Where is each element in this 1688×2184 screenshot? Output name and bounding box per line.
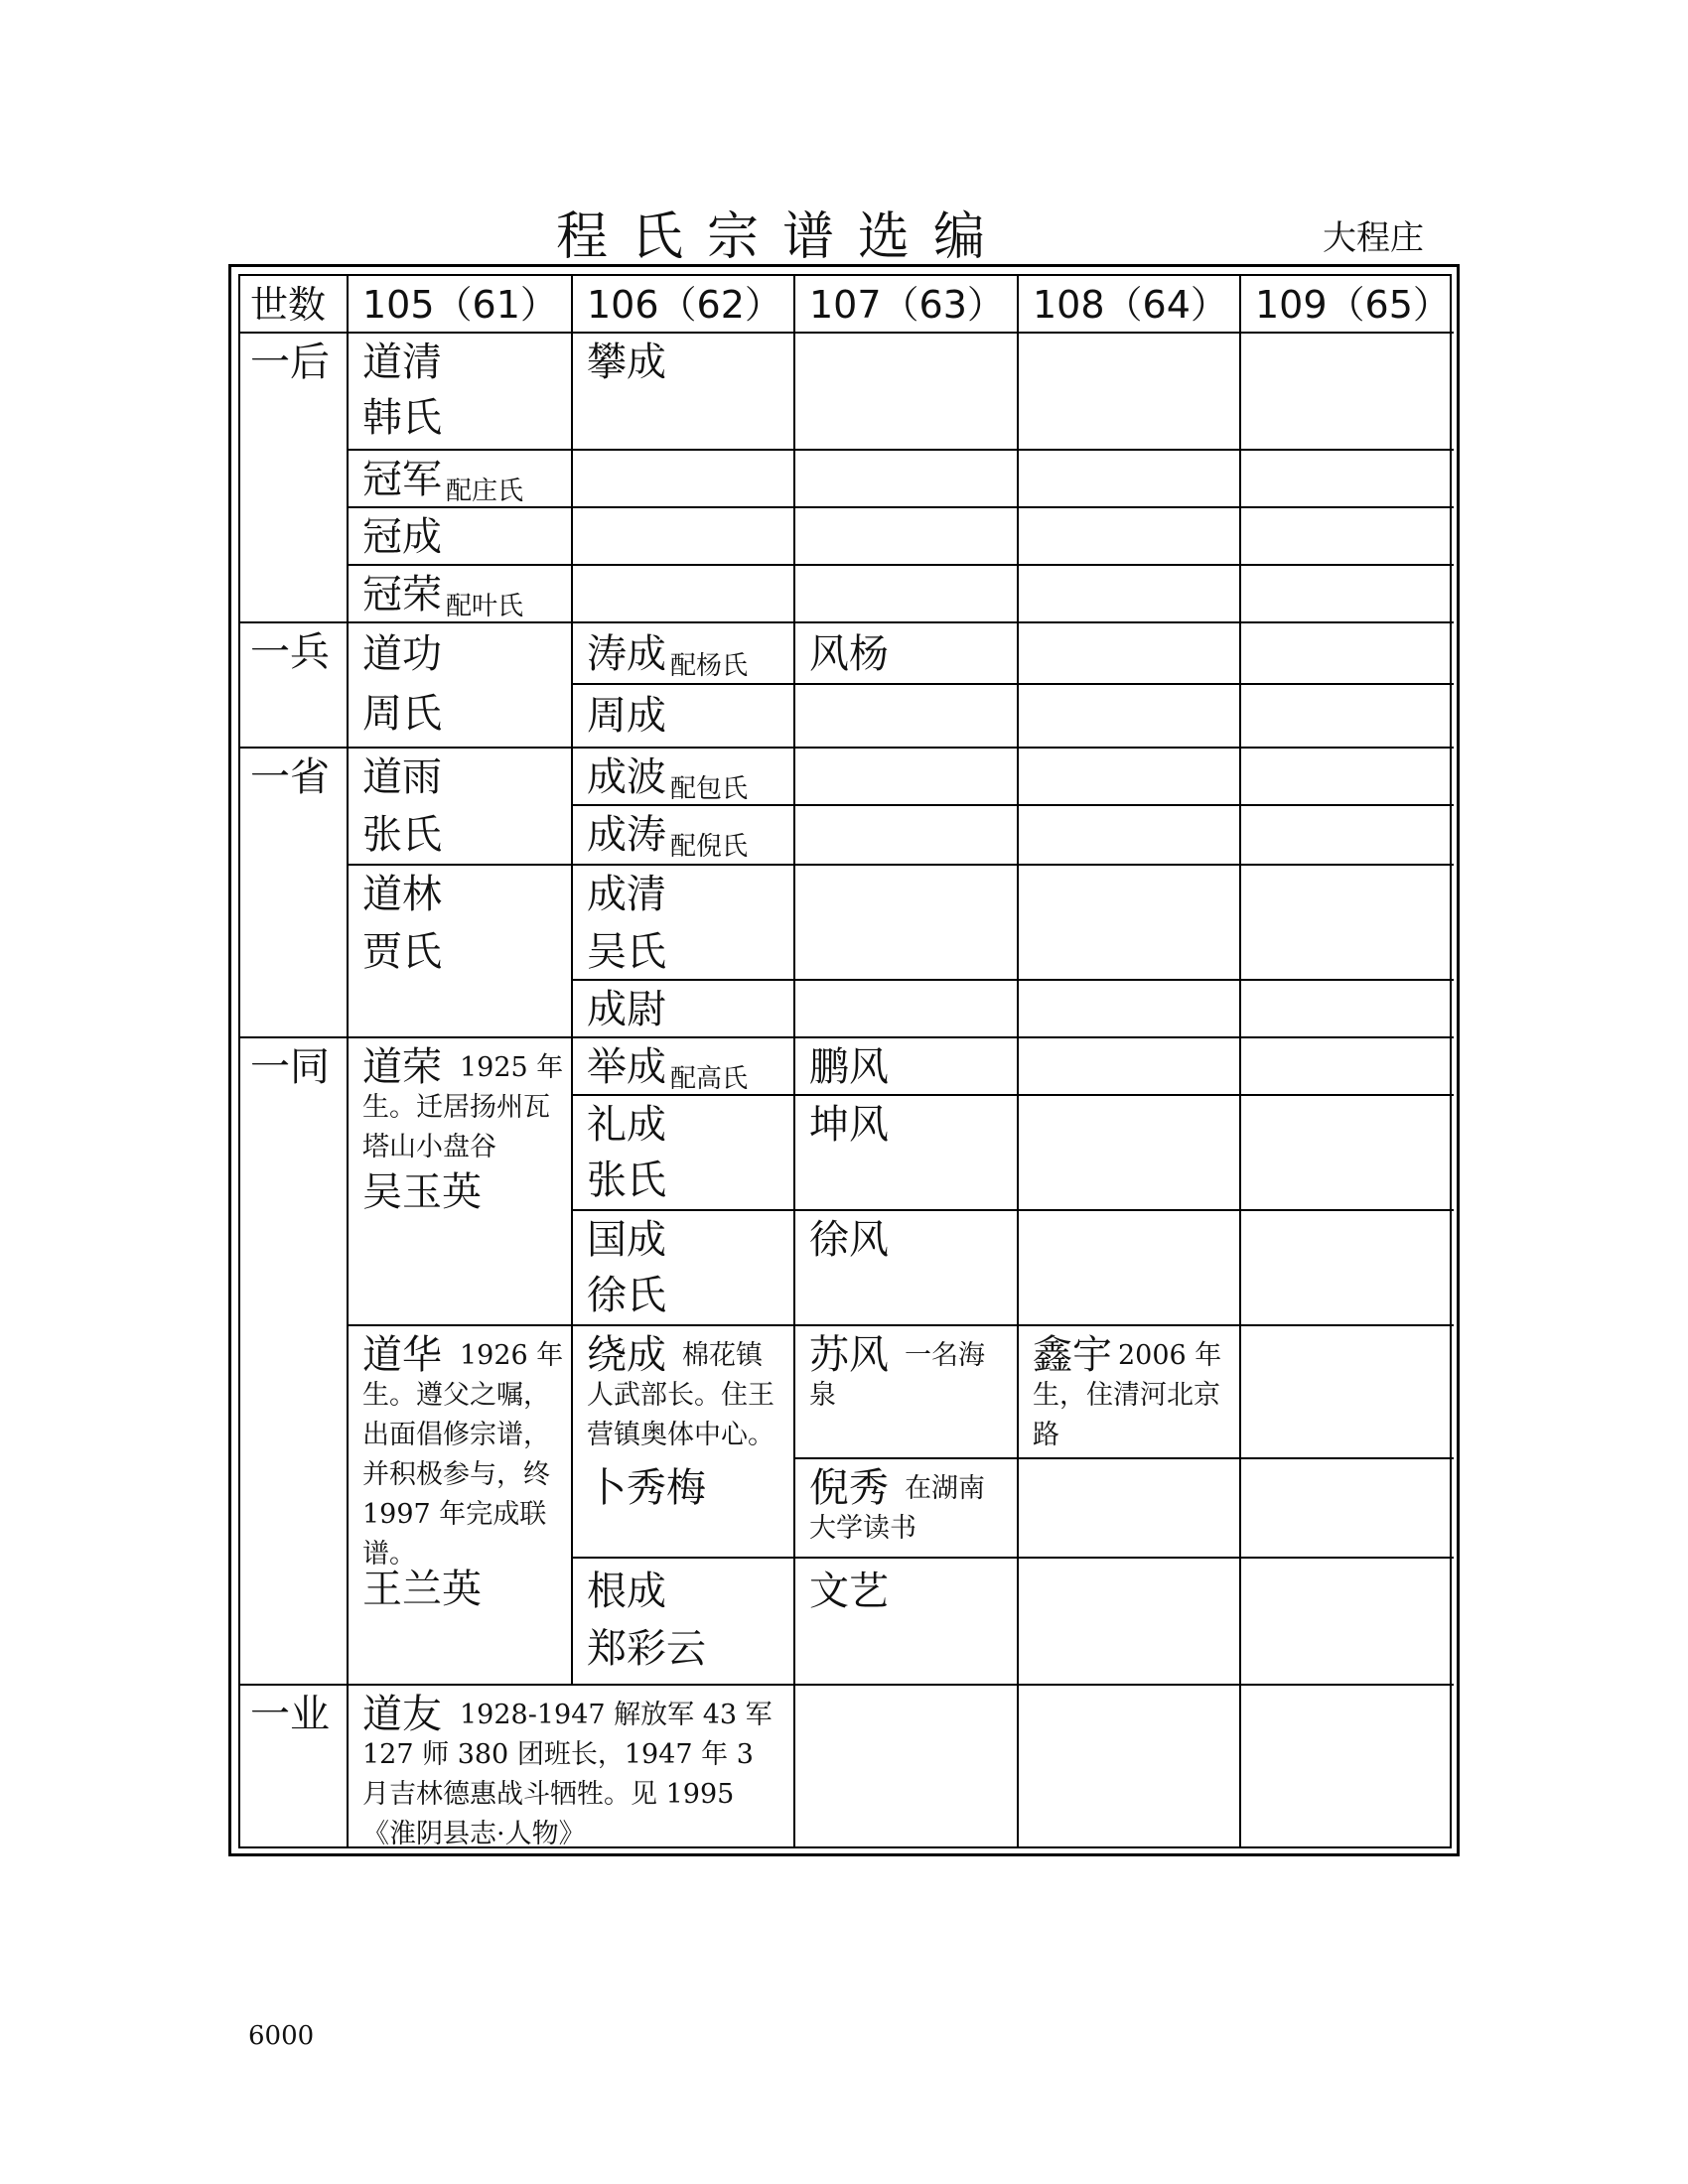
- person-name: 涛成: [587, 631, 666, 677]
- table-cell: [1241, 451, 1454, 508]
- header-cell: [1241, 276, 1454, 334]
- header-cell: [795, 276, 1019, 334]
- person-note: 生。迁居扬州瓦塔山小盘谷: [362, 1092, 550, 1162]
- table-cell: [1019, 981, 1241, 1038]
- person-name: 道雨: [362, 754, 442, 800]
- generation-label: 一同: [250, 1044, 330, 1090]
- table-cell: [1019, 566, 1241, 623]
- person-note: 在湖南: [905, 1473, 985, 1504]
- spouse-name: 郑彩云: [587, 1626, 706, 1672]
- table-cell: [795, 749, 1019, 806]
- table-cell: [349, 1686, 795, 1849]
- table-cell: [349, 1326, 573, 1686]
- table-cell: [795, 566, 1019, 623]
- table-cell: [1241, 334, 1454, 451]
- generation-cell: [240, 623, 349, 749]
- person-note: 1925 年: [460, 1052, 564, 1083]
- table-cell: [349, 749, 573, 866]
- person-name: 攀成: [587, 340, 666, 385]
- person-note: 1926 年: [460, 1340, 564, 1371]
- table-cell: [349, 334, 573, 451]
- person-note: 配倪氏: [670, 832, 749, 862]
- table-cell: [795, 508, 1019, 566]
- table-cell: [795, 623, 1019, 685]
- table-cell: [573, 1038, 795, 1096]
- table-cell: [1019, 334, 1241, 451]
- person-name: 鹏风: [809, 1044, 889, 1090]
- person-note: 2006 年: [1118, 1340, 1222, 1371]
- table-cell: [1019, 1038, 1241, 1096]
- table-cell: [573, 451, 795, 508]
- table-cell: [1241, 1686, 1454, 1846]
- generation-cell: [240, 749, 349, 1038]
- page-title: 程氏宗谱选编: [556, 207, 1010, 267]
- table-cell: [573, 334, 795, 451]
- person-name: 周成: [587, 693, 666, 739]
- person-name: 鑫宇: [1033, 1332, 1112, 1378]
- spouse-name: 张氏: [362, 812, 442, 858]
- table-cell: [795, 685, 1019, 749]
- person-name: 道荣: [362, 1044, 442, 1090]
- person-name: 道友: [362, 1692, 442, 1737]
- person-note: 配高氏: [670, 1064, 749, 1094]
- table-cell: [795, 1686, 1019, 1846]
- generation-cell: [240, 334, 349, 623]
- place-name: 大程庄: [1323, 218, 1424, 258]
- table-cell: [795, 1211, 1019, 1326]
- spouse-name: 吴氏: [587, 929, 666, 975]
- table-cell: [1241, 685, 1454, 749]
- generation-label: 一省: [250, 754, 330, 800]
- table-cell: [795, 981, 1019, 1038]
- person-note: 棉花镇: [682, 1340, 763, 1371]
- table-cell: [573, 508, 795, 566]
- table-cell: [795, 334, 1019, 451]
- person-name: 礼成: [587, 1102, 666, 1148]
- person-name: 举成: [587, 1044, 666, 1090]
- table-cell: [573, 1211, 795, 1326]
- table-cell: [573, 866, 795, 981]
- spouse-name: 贾氏: [362, 929, 442, 975]
- header-label: 109（65）: [1255, 283, 1451, 327]
- table-cell: [1019, 623, 1241, 685]
- person-name: 国成: [587, 1217, 666, 1263]
- table-cell: [795, 451, 1019, 508]
- table-cell: [795, 866, 1019, 981]
- table-cell: [573, 749, 795, 806]
- generation-label: 一后: [250, 340, 330, 385]
- table-cell: [1241, 749, 1454, 806]
- person-name: 道林: [362, 872, 442, 917]
- table-cell: [1241, 806, 1454, 866]
- table-cell: [349, 1038, 573, 1326]
- page-number: 6000: [248, 2021, 315, 2051]
- table-cell: [1019, 1459, 1241, 1559]
- person-name: 倪秀: [809, 1465, 889, 1511]
- table-cell: [1241, 1211, 1454, 1326]
- spouse-name: 张氏: [587, 1158, 666, 1203]
- table-cell: [1241, 1559, 1454, 1686]
- table-cell: [1019, 1211, 1241, 1326]
- table-cell: [1019, 451, 1241, 508]
- person-note: 大学读书: [809, 1513, 916, 1544]
- table-cell: [1241, 508, 1454, 566]
- table-cell: [349, 451, 573, 508]
- table-cell: [573, 1326, 795, 1559]
- table-cell: [795, 1038, 1019, 1096]
- person-name: 根成: [587, 1569, 666, 1614]
- table-cell: [1241, 1038, 1454, 1096]
- table-cell: [1019, 685, 1241, 749]
- table-cell: [1241, 566, 1454, 623]
- spouse-name: 韩氏: [362, 395, 442, 441]
- table-cell: [795, 1459, 1019, 1559]
- table-cell: [1241, 1096, 1454, 1211]
- table-cell: [573, 1096, 795, 1211]
- person-note: 生，住清河北京路: [1033, 1380, 1220, 1450]
- header-cell: [240, 276, 349, 334]
- generation-label: 一兵: [250, 629, 330, 675]
- header-cell: [1019, 276, 1241, 334]
- table-cell: [1241, 1459, 1454, 1559]
- table-cell: [1019, 866, 1241, 981]
- header-label: 108（64）: [1033, 283, 1228, 327]
- table-cell: [349, 623, 573, 749]
- table-cell: [573, 806, 795, 866]
- header-cell: [349, 276, 573, 334]
- header-label: 105（61）: [362, 283, 558, 327]
- person-note: 泉: [809, 1380, 836, 1411]
- person-name: 徐风: [809, 1217, 889, 1263]
- person-name: 文艺: [809, 1569, 889, 1614]
- table-cell: [1019, 1686, 1241, 1846]
- person-name: 成清: [587, 872, 666, 917]
- spouse-name: 王兰英: [362, 1567, 482, 1612]
- person-note: 配杨氏: [670, 651, 749, 681]
- table-cell: [1241, 623, 1454, 685]
- table-cell: [1019, 1559, 1241, 1686]
- person-name: 道华: [362, 1332, 442, 1378]
- person-note: 配叶氏: [446, 592, 524, 621]
- generation-cell: [240, 1038, 349, 1686]
- table-cell: [573, 566, 795, 623]
- person-name: 冠成: [362, 514, 442, 560]
- table-cell: [349, 866, 573, 1038]
- person-name: 道清: [362, 340, 442, 385]
- person-note: 一名海: [905, 1340, 985, 1371]
- person-name: 苏风: [809, 1332, 889, 1378]
- header-label: 106（62）: [587, 283, 782, 327]
- person-name: 风杨: [809, 631, 889, 677]
- table-cell: [573, 623, 795, 685]
- spouse-name: 吴玉英: [362, 1169, 482, 1215]
- header-label: 世数: [250, 283, 327, 327]
- generation-label: 一业: [250, 1692, 330, 1737]
- table-cell: [795, 1096, 1019, 1211]
- person-name: 道功: [362, 631, 442, 677]
- table-cell: [795, 1326, 1019, 1459]
- person-name: 成尉: [587, 987, 666, 1032]
- header-cell: [573, 276, 795, 334]
- table-cell: [1019, 1096, 1241, 1211]
- person-name: 绕成: [587, 1332, 666, 1378]
- person-name: 冠军: [362, 457, 442, 502]
- table-cell: [1019, 508, 1241, 566]
- person-note: 人武部长。住王营镇奥体中心。: [587, 1380, 774, 1450]
- spouse-name: 周氏: [362, 691, 442, 737]
- table-cell: [349, 508, 573, 566]
- table-cell: [573, 685, 795, 749]
- table-cell: [795, 806, 1019, 866]
- table-cell: [1241, 1326, 1454, 1459]
- person-name: 成涛: [587, 812, 666, 858]
- person-note: 配庄氏: [446, 477, 524, 506]
- table-cell: [1019, 1326, 1241, 1459]
- table-cell: [1241, 866, 1454, 981]
- table-cell: [573, 1559, 795, 1686]
- table-cell: [349, 566, 573, 623]
- generation-cell: [240, 1686, 349, 1846]
- table-cell: [795, 1559, 1019, 1686]
- spouse-name: 卜秀梅: [587, 1465, 706, 1511]
- table-cell: [1019, 806, 1241, 866]
- person-name: 成波: [587, 754, 666, 800]
- spouse-name: 徐氏: [587, 1273, 666, 1318]
- person-note: 配包氏: [670, 774, 749, 804]
- table-cell: [573, 981, 795, 1038]
- person-name: 冠荣: [362, 572, 442, 617]
- table-cell: [1241, 981, 1454, 1038]
- person-note: 1928-1947 解放军 43 军 127 师 380 团班长，1947 年 3 月吉林德惠战斗牺牲。见 1995《淮阴县志·人物》: [362, 1700, 773, 1849]
- header-label: 107（63）: [809, 283, 1005, 327]
- person-name: 坤风: [809, 1102, 889, 1148]
- genealogy-table: [238, 274, 1452, 1848]
- table-cell: [1019, 749, 1241, 806]
- person-note: 生。遵父之嘱，出面倡修宗谱，并积极参与，终 1997 年完成联谱。: [362, 1380, 550, 1570]
